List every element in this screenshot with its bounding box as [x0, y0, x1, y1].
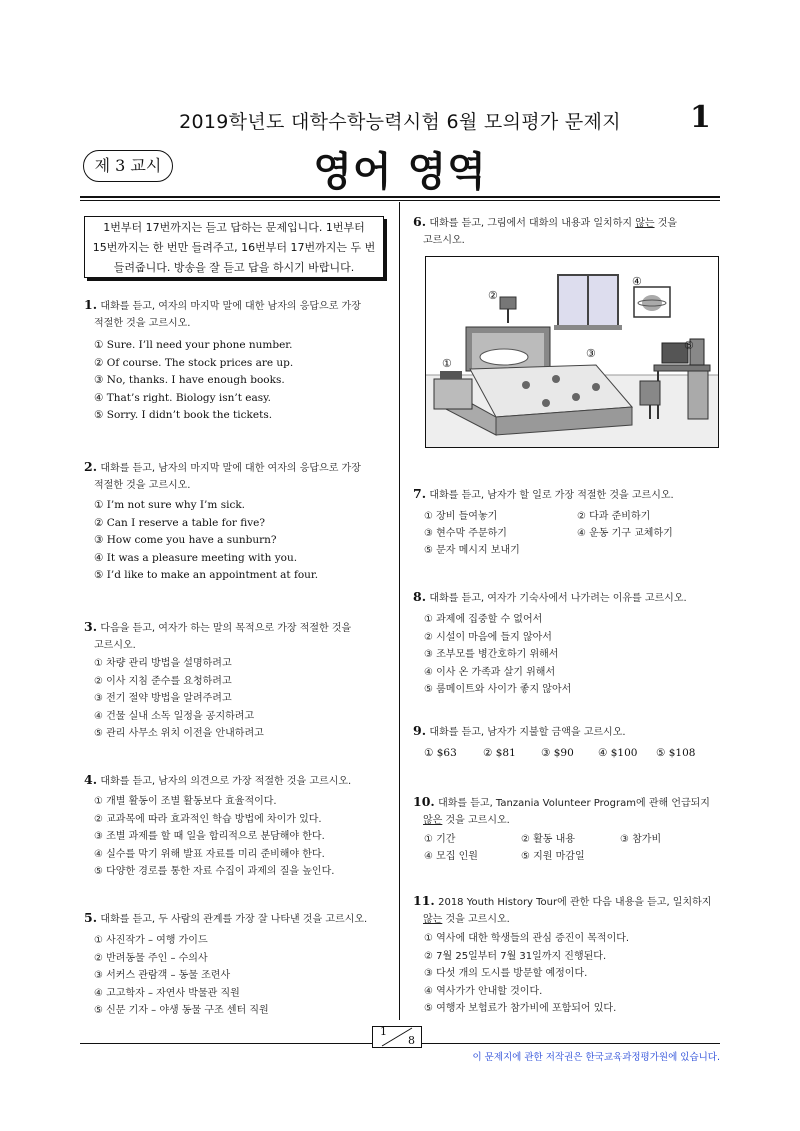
option[interactable]: ③ 서커스 관람객 – 동물 조련사 [94, 970, 231, 981]
question-number: 1. [84, 297, 98, 312]
option[interactable]: ④ 운동 기구 교체하기 [577, 528, 673, 539]
option[interactable]: ⑤ 신문 기자 – 야생 동물 구조 센터 직원 [94, 1005, 269, 1016]
option[interactable]: ② 반려동물 주인 – 수의사 [94, 952, 208, 964]
page-total: 8 [408, 1034, 415, 1047]
marker-2[interactable]: ② [488, 289, 498, 302]
exam-title: 2019학년도 대학수학능력시험 6월 모의평가 문제지 [179, 111, 621, 133]
question-3 [84, 618, 394, 654]
question-11 [413, 892, 723, 928]
option[interactable]: ③ 전기 절약 방법을 알려주려고 [94, 693, 232, 704]
question-stem: 고르시오. [423, 235, 465, 246]
question-2 [84, 458, 394, 494]
options-3 [94, 655, 264, 743]
option[interactable]: ① 차량 관리 방법을 설명하려고 [94, 658, 232, 669]
question-stem: 대화를 듣고, 여자의 마지막 말에 대한 남자의 응답으로 가장 [100, 301, 361, 312]
option[interactable]: ⑤ $108 [656, 747, 696, 759]
question-stem: 대화를 듣고, Tanzania Volunteer Program에 관해 언급되지 [438, 798, 710, 809]
option[interactable]: ④ 역사가가 안내할 것이다. [424, 985, 543, 997]
question-stem: 대화를 듣고, 남자가 지불할 금액을 고르시오. [429, 727, 626, 738]
page-current: 1 [380, 1025, 387, 1038]
question-stem: 2018 Youth History Tour에 관한 다음 내용을 듣고, 일치하지 [438, 897, 712, 908]
question-number: 8. [413, 589, 427, 604]
option[interactable]: ④ It was a pleasure meeting with you. [94, 551, 298, 564]
question-stem: 대화를 듣고, 남자의 마지막 말에 대한 여자의 응답으로 가장 [100, 463, 361, 474]
option[interactable]: ① Sure. I’ll need your phone number. [94, 339, 293, 351]
question-stem: 것을 [654, 218, 678, 229]
question-stem: 대화를 듣고, 남자가 할 일로 가장 적절한 것을 고르시오. [429, 490, 674, 501]
copyright-notice: 이 문제지에 관한 저작권은 한국교육과정평가원에 있습니다. [472, 1052, 720, 1063]
option[interactable]: ② 이사 지침 준수를 요청하려고 [94, 675, 232, 687]
option[interactable]: ② $81 [483, 747, 516, 759]
instructions-line: 1번부터 17번까지는 듣고 답하는 문제입니다. 1번부터 [103, 221, 365, 234]
option[interactable]: ⑤ 여행자 보험료가 참가비에 포함되어 있다. [424, 1003, 617, 1014]
question-8 [413, 588, 723, 607]
question-number: 3. [84, 619, 98, 634]
question-number: 5. [84, 910, 98, 925]
question-number: 7. [413, 486, 427, 501]
column-divider [399, 202, 400, 1020]
option[interactable]: ① I’m not sure why I’m sick. [94, 499, 246, 511]
question-6 [413, 213, 723, 249]
options-1 [94, 337, 293, 425]
question-stem: 고르시오. [94, 640, 136, 651]
bedroom-image [426, 257, 718, 447]
question-number: 6. [413, 214, 427, 229]
question-number: 4. [84, 772, 98, 787]
page-indicator [372, 1026, 422, 1048]
marker-5[interactable]: ⑤ [684, 339, 694, 352]
page-number: 1 [690, 100, 711, 135]
option[interactable]: ② Can I reserve a table for five? [94, 516, 266, 529]
option[interactable]: ① 개별 활동이 조별 활동보다 효율적이다. [94, 796, 277, 807]
question-stem: 것을 고르시오. [442, 815, 510, 826]
question-7 [413, 485, 723, 504]
option[interactable]: ② 활동 내용 [521, 834, 575, 845]
option[interactable]: ⑤ Sorry. I didn’t book the tickets. [94, 409, 273, 421]
question-stem: 대화를 듣고, 여자가 기숙사에서 나가려는 이유를 고르시오. [429, 593, 687, 604]
question-stem: 다음을 듣고, 여자가 하는 말의 목적으로 가장 적절한 것을 [100, 623, 352, 634]
option[interactable]: ⑤ 룸메이트와 사이가 좋지 않아서 [424, 684, 572, 695]
option[interactable]: ② Of course. The stock prices are up. [94, 356, 294, 369]
option[interactable]: ③ 조부모를 병간호하기 위해서 [424, 649, 559, 660]
question-4 [84, 771, 394, 790]
option[interactable]: ④ 이사 온 가족과 살기 위해서 [424, 666, 556, 678]
option[interactable]: ③ How come you have a sunburn? [94, 534, 277, 546]
question-stem: 적절한 것을 고르시오. [94, 480, 191, 491]
option[interactable]: ④ 모집 인원 [424, 851, 478, 862]
option[interactable]: ① $63 [424, 747, 457, 759]
header-rule [80, 196, 720, 198]
marker-3[interactable]: ③ [586, 347, 596, 360]
question-number: 11. [413, 893, 435, 908]
question-number: 2. [84, 459, 98, 474]
question-number: 10. [413, 794, 435, 809]
options-2 [94, 497, 318, 585]
option[interactable]: ④ $100 [598, 747, 638, 759]
question-stem: 대화를 듣고, 두 사람의 관계를 가장 잘 나타낸 것을 고르시오. [100, 914, 368, 925]
instructions-line: 15번까지는 한 번만 들려주고, 16번부터 17번까지는 두 번 [92, 241, 376, 254]
subject-title: 영어 영역 [313, 149, 487, 195]
option[interactable]: ③ 현수막 주문하기 [424, 528, 507, 539]
option[interactable]: ③ 다섯 개의 도시를 방문할 예정이다. [424, 968, 588, 979]
marker-4[interactable]: ④ [632, 275, 642, 288]
option[interactable]: ④ That’s right. Biology isn’t easy. [94, 391, 272, 404]
question-5 [84, 909, 394, 928]
question-9 [413, 722, 723, 741]
option[interactable]: ③ $90 [541, 747, 574, 759]
option[interactable]: ⑤ I’d like to make an appointment at four. [94, 569, 319, 581]
option[interactable]: ⑤ 문자 메시지 보내기 [424, 545, 520, 556]
option[interactable]: ② 다과 준비하기 [577, 511, 651, 522]
question-stem-underlined: 않은 [423, 815, 443, 826]
header-rule-thin [80, 200, 720, 201]
instructions-line: 들려줍니다. 방송을 잘 듣고 답을 하시기 바랍니다. [113, 261, 355, 274]
question-1 [84, 296, 394, 332]
question-stem: 대화를 듣고, 남자의 의견으로 가장 적절한 것을 고르시오. [100, 776, 352, 787]
question-stem: 적절한 것을 고르시오. [94, 318, 191, 329]
question-stem-underlined: 않는 [423, 914, 443, 925]
option[interactable]: ⑤ 다양한 경로를 통한 자료 수집이 과제의 질을 높인다. [94, 866, 335, 877]
option[interactable]: ① 역사에 대한 학생들의 관심 증진이 목적이다. [424, 933, 630, 944]
options-5 [94, 932, 269, 1020]
bedroom-illustration [425, 256, 719, 448]
marker-1[interactable]: ① [442, 357, 452, 370]
question-number: 9. [413, 723, 427, 738]
question-stem: 대화를 듣고, 그림에서 대화의 내용과 일치하지 [429, 218, 636, 229]
option[interactable]: ⑤ 지원 마감일 [521, 851, 585, 862]
option[interactable]: ⑤ 관리 사무소 위치 이전을 안내하려고 [94, 728, 264, 739]
instructions-box [84, 216, 384, 278]
option[interactable]: ① 사진작가 – 여행 가이드 [94, 935, 208, 946]
option[interactable]: ① 과제에 집중할 수 없어서 [424, 614, 543, 625]
option[interactable]: ③ 조별 과제를 할 때 일을 합리적으로 분담해야 한다. [94, 831, 325, 842]
period-badge: 제 3 교시 [83, 150, 173, 182]
option[interactable]: ① 기간 [424, 834, 456, 845]
option[interactable]: ② 교과목에 따라 효과적인 학습 방법에 차이가 있다. [94, 813, 322, 825]
options-8 [424, 611, 571, 699]
question-stem: 것을 고르시오. [442, 914, 510, 925]
option[interactable]: ④ 고고학자 – 자연사 박물관 직원 [94, 987, 240, 999]
options-4 [94, 793, 334, 881]
option[interactable]: ④ 건물 실내 소독 일정을 공지하려고 [94, 710, 255, 722]
option[interactable]: ③ No, thanks. I have enough books. [94, 374, 285, 386]
option[interactable]: ③ 참가비 [620, 834, 662, 845]
option[interactable]: ① 장비 들여놓기 [424, 511, 498, 522]
options-11 [424, 930, 629, 1018]
option[interactable]: ② 시설이 마음에 들지 않아서 [424, 631, 552, 643]
option[interactable]: ④ 실수를 막기 위해 발표 자료를 미리 준비해야 한다. [94, 848, 325, 860]
question-stem-underlined: 않는 [635, 218, 655, 229]
question-10 [413, 793, 723, 829]
option[interactable]: ② 7월 25일부터 7월 31일까지 진행된다. [424, 950, 607, 962]
